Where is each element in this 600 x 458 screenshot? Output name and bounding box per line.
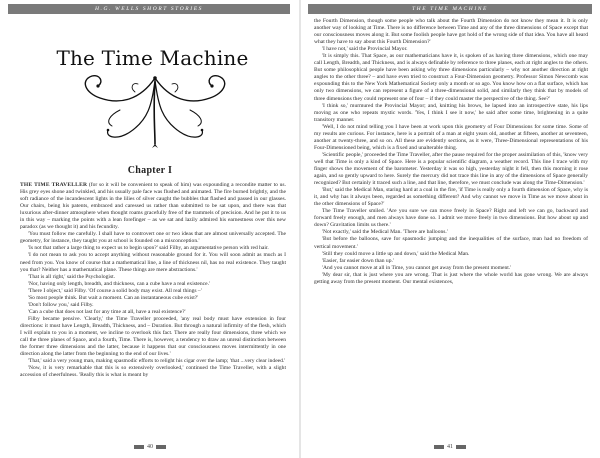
folio-ornament-icon [456,445,466,449]
running-head-left [8,4,290,14]
paragraph: 'So most people think. But wait a moment. Can an instantaneous cube exist?' [28,294,199,301]
paragraph: 'Scientific people,' proceeded the Time Traveller, after the pause required for the proper assimilation of this, 'know very well that Time is only a kind of Space. Here is a popular scientific diagram, a weather record. This line I trace with my finger shows the movement of the barometer. Yesterday it was so high, yesterday night it fell, then this morning it rose again, and so gently upward to here. Surely the mercury did not trace this line in any of the dimensions of Space generally recognized? But certainly it traced such a line, and that line, therefore, we must conclude was along the Time-Dimension.' [314,151,588,187]
paragraph: 'But before the balloons, save for spasmodic jumping and the inequalities of the surface, man had no freedom of vertical movement.' [314,236,588,250]
paragraph: 'I do not mean to ask you to accept anything without reasonable ground for it. You will soon admit as much as I need from you. You know of course that a mathematical line, a line of thickness nil, has no real existence. They taught you that? Neither has a mathematical plane. These things are mere abstractions.' [20,252,286,273]
paragraph: 'Easier, far easier down than up.' [322,257,394,264]
folio-ornament-icon [434,445,444,449]
page-number-right: 41 [300,444,600,450]
paragraph: 'But,' said the Medical Man, staring hard at a coal in the fire, 'if Time is really only a fourth dimension of Space, why is it, and why has it always been, regarded as something different? And why cannot we move in Time as we move about in the other dimensions of Space?' [314,187,588,208]
paragraph: 'Now, it is very remarkable that this is so extensively overlooked,' continued the Time Traveller, with a slight accession of cheerfulness. 'Really this is what is meant by [20,365,286,379]
paragraph: 'And you cannot move at all in Time, you cannot get away from the present moment.' [322,264,512,271]
running-head-left-text: H.G. WELLS SHORT STORIES [94,6,204,12]
page-number-left: 40 [0,444,300,450]
folio-ornament-icon [134,445,144,449]
book-title: The Time Machine [56,46,249,70]
running-head-right-text: THE TIME MACHINE [411,6,488,12]
paragraph: 'Is not that rather a large thing to expect us to begin upon?' said Filby, an argumentative person with red hair. [28,245,269,252]
paragraph: The Time Traveller smiled. 'Are you sure we can move freely in Space? Right and left we can go, backward and forward freely enough, and men always have done so. I admit we move freely in two dimensions. But how about up and down? Gravitation limits us there.' [314,208,588,229]
right-page [300,0,600,458]
chapter-heading: Chapter I [127,165,173,176]
folio-ornament-icon [156,445,166,449]
paragraph: 'Well, I do not mind telling you I have been at work upon this geometry of Four Dimensions for some time. Some of my results are curious. For instance, here is a portrait of a man at eight years old, another at fifteen, another at seventeen, another at twenty-three, and so on. All these are evidently sections, as it were, Three-Dimensional representations of his Four-Dimensioned being, which is a fixed and unalterable thing. [314,123,588,151]
paragraph: 'Not exactly,' said the Medical Man. 'There are balloons.' [322,229,448,236]
paragraph: the Fourth Dimension, though some people who talk about the Fourth Dimension do not know they mean it. It is only another way of looking at Time. There is no difference between Time and any of the three dimensions of Space except that our consciousness moves along it. But some foolish people have got hold of the wrong side of that idea. You have all heard what they have to say about this Fourth Dimension?' [314,18,588,46]
right-body-text [314,18,588,286]
running-head-right [308,4,592,14]
paragraph: 'Still they could move a little up and down,' said the Medical Man. [322,250,470,257]
paragraph: 'Nor, having only length, breadth, and thickness, can a cube have a real existence.' [28,280,210,287]
paragraph: 'That,' said a very young man, making spasmodic efforts to relight his cigar over the lamp; 'that ...very clear indeed.' [28,358,286,365]
paragraph: 'There I object,' said Filby. 'Of course a solid body may exist. All real things –' [28,287,202,294]
paragraph: THE TIME TRAVELLER (for so it will be convenient to speak of him) was expounding a recondite matter to us. His grey eyes shone and twinkled, and his usually pale face was flushed and animated. The fire burned brightly, and the soft radiance of the incandescent lights in the lilies of silver caught the bubbles that flashed and passed in our glasses. Our chairs, being his patents, embraced and caressed us rather than submitted to be sat upon, and there was that luxurious after-dinner atmosphere when thought roams gracefully free of the trammels of precision. And he put it to us in this way – marking the points with a lean forefinger – as we sat and lazily admired his earnestness over this new paradox (as we thought it) and his fecundity. [20,182,286,231]
paragraph: 'That is all right,' said the Psychologist. [28,273,116,280]
paragraph: 'It is simply this. That Space, as our mathematicians have it, is spoken of as having three dimensions, which one may call Length, Breadth, and Thickness, and is always definable by reference to three planes, each at right angles to the others. But some philosophical people have been asking why three dimensions particularly – why not another direction at right angles to the other three? – and have even tried to construct a Four-Dimension geometry. Professor Simon Newcomb was expounding this to the New York Mathematical Society only a month or so ago. You know how on a flat surface, which has only two dimensions, we can represent a figure of a three-dimensional solid, and similarly they think that by models of three dimensions they could represent one of four – if they could master the perspective of the thing. See?' [314,53,588,102]
paragraph: 'Can a cube that does not last for any time at all, have a real existence?' [28,308,186,315]
paragraph: 'I think so,' murmured the Provincial Mayor; and, knitting his brows, he lapsed into an introspective state, his lips moving as one who repeats mystic words. 'Yes, I think I see it now,' he said after some time, brightening in a quite transitory manner. [314,102,588,123]
paragraph: 'My dear sir, that is just where you are wrong. That is just where the whole world has gone wrong. We are always getting away from the present moment. Our mental existences, [314,271,588,285]
chapter-title-block [20,36,285,146]
left-body-text [20,182,286,379]
flourish-ornament-icon [60,60,250,150]
paragraph: 'I have not,' said the Provincial Mayor. [322,46,408,53]
paragraph: Filby became pensive. 'Clearly,' the Time Traveller proceeded, 'any real body must have extension in four directions: it must have Length, Breadth, Thickness, and – Duration. But through a natural infirmity of the flesh, which I will explain to you in a moment, we incline to overlook this fact. There are really four dimensions, three which we call the three planes of Space, and a fourth, Time. There is, however, a tendency to draw an unreal distinction between the former three dimensions and the latter, because it happens that our consciousness moves intermittently in one direction along the latter from the beginning to the end of our lives.' [20,315,286,358]
paragraph: 'You must follow me carefully. I shall have to controvert one or two ideas that are almost universally accepted. The geometry, for instance, they taught you at school is founded on a misconception.' [20,231,286,245]
paragraph: 'Don't follow you,' said Filby. [28,301,94,308]
lead-in: THE TIME TRAVELLER [20,182,88,188]
